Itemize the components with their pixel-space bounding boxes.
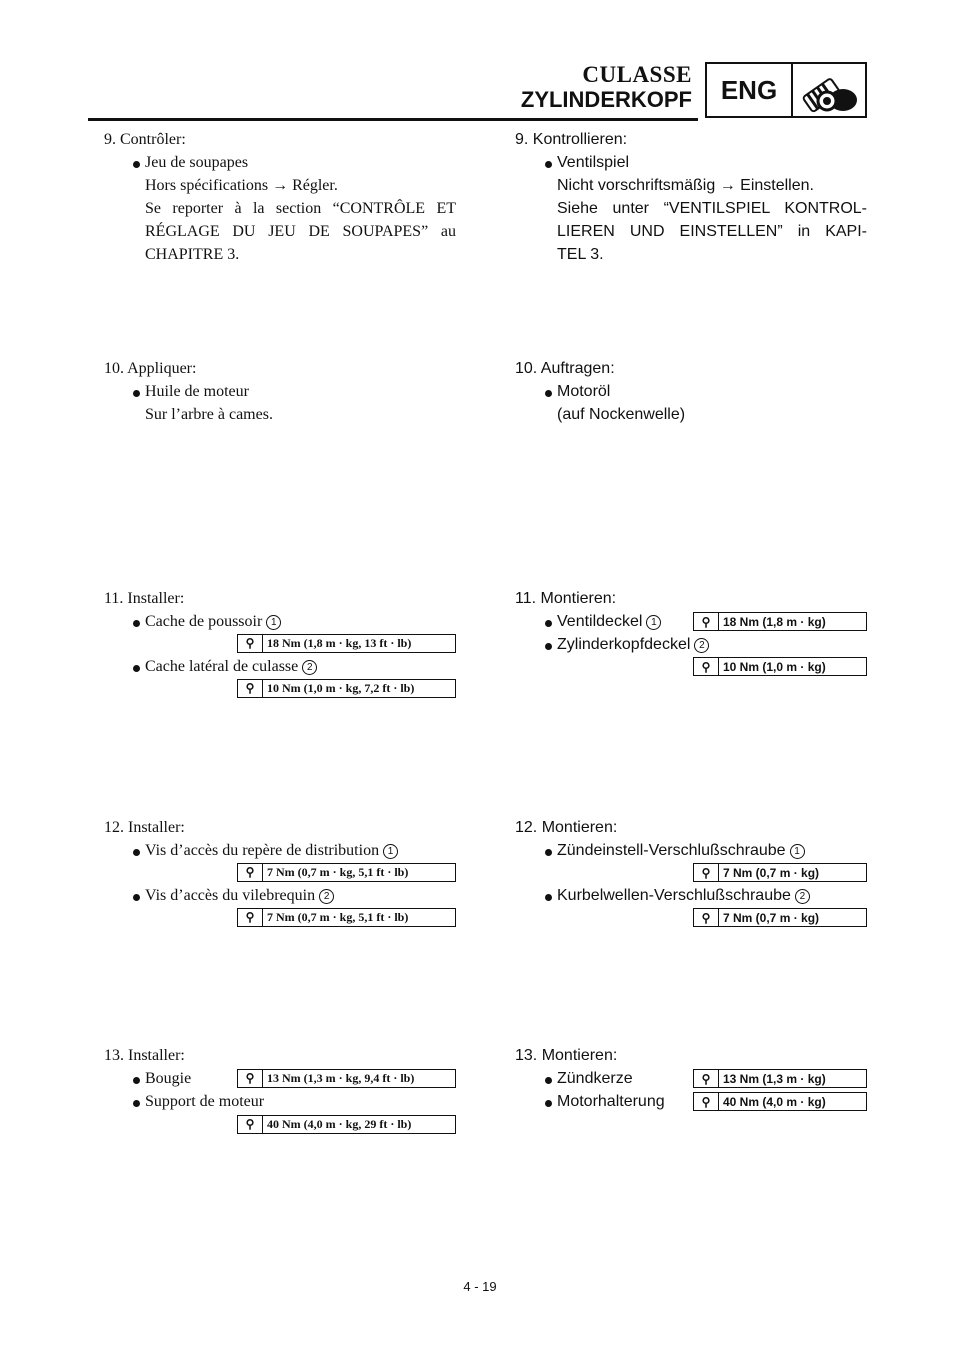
item-label: Zündeinstell-Verschlußschraube: [557, 842, 786, 859]
de-step9-line2: Siehe unter “VENTILSPIEL KONTROL-: [557, 200, 867, 217]
wrench-icon: ⚲: [238, 1116, 263, 1133]
torque-value: 7 Nm (0,7 m · kg, 5,1 ft · lb): [267, 910, 409, 924]
callout-number: 2: [319, 889, 334, 904]
torque-value: 7 Nm (0,7 m · kg): [723, 865, 820, 880]
bullet: [133, 390, 140, 397]
bullet: [545, 161, 552, 168]
torque-spec: [693, 908, 867, 927]
bullet: [545, 620, 552, 627]
callout-number: 1: [646, 615, 661, 630]
torque-spec: [693, 657, 867, 676]
item-label: Cache latéral de culasse: [145, 658, 299, 675]
torque-spec: [237, 1069, 456, 1088]
de-step11-item1: [557, 613, 661, 631]
de-step11-title: 11. Montieren:: [515, 590, 617, 607]
torque-value: 13 Nm (1,3 m · kg): [723, 1071, 826, 1086]
torque-spec: [693, 1069, 867, 1088]
torque-spec: [237, 863, 456, 882]
bullet: [545, 894, 552, 901]
wrench-icon: ⚲: [238, 864, 263, 881]
torque-spec: [237, 1115, 456, 1134]
bullet: [133, 849, 140, 856]
engine-icon: [793, 64, 865, 116]
de-step12-item1: [557, 842, 805, 860]
section-title-french: CULASSE: [582, 62, 692, 87]
de-step9-item: Ventilspiel: [557, 154, 630, 171]
de-step9-line4: TEL 3.: [557, 246, 604, 263]
wrench-icon: ⚲: [238, 680, 263, 697]
item-label: Cache de poussoir: [145, 613, 263, 630]
fr-step10-item: Huile de moteur: [145, 383, 249, 400]
torque-spec: [693, 863, 867, 882]
torque-value: 40 Nm (4,0 m · kg, 29 ft · lb): [267, 1117, 412, 1131]
fr-step12-title: 12. Installer:: [104, 819, 185, 836]
fr-step11-item2: [145, 658, 317, 676]
de-step13-item2: Motorhalterung: [557, 1093, 665, 1110]
eng-label: ENG: [707, 64, 793, 116]
bullet: [545, 643, 552, 650]
fr-step13-item1: Bougie: [145, 1070, 192, 1087]
item-label: Kurbelwellen-Verschlußschraube: [557, 887, 791, 904]
torque-value: 10 Nm (1,0 m · kg): [723, 659, 826, 674]
eng-badge: [705, 62, 867, 118]
callout-number: 2: [302, 660, 317, 675]
fr-step10-line1: Sur l’arbre à cames.: [145, 406, 273, 423]
de-step13-title: 13. Montieren:: [515, 1047, 618, 1064]
torque-spec: [237, 634, 456, 653]
section-title-german: ZYLINDERKOPF: [520, 87, 692, 112]
fr-step13-item2: Support de moteur: [145, 1093, 265, 1110]
fr-step9-line4: CHAPITRE 3.: [145, 246, 240, 263]
de-step9-line3: LIEREN UND EINSTELLEN” in KAPI-: [557, 223, 867, 240]
bullet: [133, 161, 140, 168]
de-step10-item: Motoröl: [557, 383, 611, 400]
bullet: [545, 849, 552, 856]
page-number: 4 - 19: [463, 1279, 497, 1294]
bullet: [133, 1077, 140, 1084]
callout-number: 2: [795, 889, 810, 904]
wrench-icon: ⚲: [694, 613, 719, 630]
torque-spec: [237, 908, 456, 927]
fr-step11-item1: [145, 613, 281, 631]
torque-value: 7 Nm (0,7 m · kg, 5,1 ft · lb): [267, 865, 409, 879]
torque-value: 18 Nm (1,8 m · kg, 13 ft · lb): [267, 636, 412, 650]
bullet: [133, 620, 140, 627]
fr-step9-line3: RÉGLAGE DU JEU DE SOUPAPES” au: [145, 223, 456, 240]
bullet: [133, 1100, 140, 1107]
item-label: Vis d’accès du repère de distribution: [145, 842, 380, 859]
fr-step9-item: Jeu de soupapes: [145, 154, 249, 171]
wrench-icon: ⚲: [694, 864, 719, 881]
wrench-icon: ⚲: [238, 909, 263, 926]
fr-step10-title: 10. Appliquer:: [104, 360, 197, 377]
fr-step12-item1: [145, 842, 398, 860]
de-step10-line1: (auf Nockenwelle): [557, 406, 686, 423]
fr-step11-title: 11. Installer:: [104, 590, 185, 607]
callout-number: 1: [383, 844, 398, 859]
bullet: [545, 390, 552, 397]
bullet: [133, 894, 140, 901]
fr-step9-title: 9. Contrôler:: [104, 131, 186, 148]
torque-value: 18 Nm (1,8 m · kg): [723, 614, 826, 629]
torque-spec: [693, 1092, 867, 1111]
fr-step13-title: 13. Installer:: [104, 1047, 185, 1064]
fr-step12-item2: [145, 887, 334, 905]
callout-number: 2: [694, 638, 709, 653]
torque-spec: [693, 612, 867, 631]
wrench-icon: ⚲: [694, 1093, 719, 1110]
de-step10-title: 10. Auftragen:: [515, 360, 615, 377]
wrench-icon: ⚲: [694, 1070, 719, 1087]
fr-step9-line2: Se reporter à la section “CONTRÔLE ET: [145, 200, 456, 217]
bullet: [545, 1077, 552, 1084]
torque-spec: [237, 679, 456, 698]
header-rule: [88, 118, 698, 121]
torque-value: 7 Nm (0,7 m · kg): [723, 910, 820, 925]
de-step12-title: 12. Montieren:: [515, 819, 618, 836]
wrench-icon: ⚲: [694, 909, 719, 926]
item-label: Ventildeckel: [557, 613, 643, 630]
bullet: [133, 665, 140, 672]
de-step13-item1: Zündkerze: [557, 1070, 633, 1087]
torque-value: 10 Nm (1,0 m · kg, 7,2 ft · lb): [267, 681, 415, 695]
wrench-icon: ⚲: [238, 1070, 263, 1087]
callout-number: 1: [790, 844, 805, 859]
de-step9-line1: Nicht vorschriftsmäßig → Einstellen.: [557, 177, 814, 194]
bullet: [545, 1100, 552, 1107]
wrench-icon: ⚲: [694, 658, 719, 675]
torque-value: 40 Nm (4,0 m · kg): [723, 1094, 826, 1109]
torque-value: 13 Nm (1,3 m · kg, 9,4 ft · lb): [267, 1071, 415, 1085]
de-step11-item2: [557, 636, 709, 654]
wrench-icon: ⚲: [238, 635, 263, 652]
de-step9-title: 9. Kontrollieren:: [515, 131, 628, 148]
callout-number: 1: [266, 615, 281, 630]
item-label: Zylinderkopfdeckel: [557, 636, 691, 653]
item-label: Vis d’accès du vilebrequin: [145, 887, 316, 904]
de-step12-item2: [557, 887, 810, 905]
fr-step9-line1: Hors spécifications → Régler.: [145, 177, 338, 194]
